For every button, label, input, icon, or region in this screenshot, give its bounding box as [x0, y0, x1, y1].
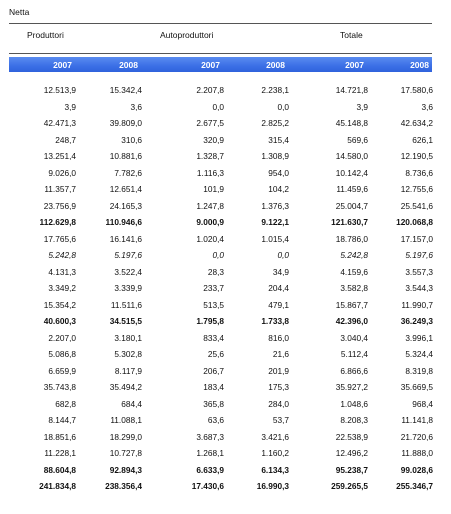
cell-produttori-2008: 10.881,6	[109, 151, 142, 161]
year-header-produttori-2008: 2008	[119, 60, 138, 70]
cell-autoproduttori-2007: 9.000,9	[196, 217, 224, 227]
table-body	[9, 82, 432, 495]
cell-autoproduttori-2008: 201,9	[268, 365, 289, 376]
cell-produttori-2008: 24.165,3	[109, 200, 142, 211]
cell-totale-2008: 8.736,6	[405, 167, 433, 178]
table-row	[9, 214, 432, 231]
cell-totale-2008: 99.028,6	[400, 464, 433, 475]
cell-totale-2007: 35.927,2	[335, 382, 368, 392]
cell-totale-2008: 12.190,5	[400, 151, 433, 161]
cell-totale-2007: 42.396,0	[335, 316, 368, 326]
cell-produttori-2007: 112.629,8	[39, 217, 76, 227]
cell-produttori-2007: 18.851,6	[43, 431, 76, 442]
cell-autoproduttori-2007: 833,4	[203, 332, 224, 343]
cell-totale-2008: 11.990,7	[401, 299, 433, 310]
top-rule	[9, 23, 432, 24]
cell-produttori-2007: 3.349,2	[48, 283, 76, 293]
cell-produttori-2008: 7.782,6	[114, 167, 142, 178]
cell-produttori-2007: 3,9	[64, 101, 76, 112]
cell-produttori-2008: 10.727,8	[109, 448, 142, 458]
table-row	[9, 379, 432, 396]
cell-produttori-2007: 5.242,8	[48, 250, 76, 260]
table-row	[9, 346, 432, 363]
cell-autoproduttori-2007: 101,9	[203, 184, 224, 194]
cell-autoproduttori-2008: 6.134,3	[261, 464, 289, 475]
cell-produttori-2008: 3.522,4	[114, 266, 142, 277]
cell-totale-2008: 3.544,3	[405, 283, 433, 293]
cell-totale-2007: 22.538,9	[335, 431, 368, 442]
table-row	[9, 247, 432, 264]
cell-totale-2008: 11.141,8	[401, 415, 433, 425]
cell-produttori-2007: 12.513,9	[43, 85, 76, 95]
cell-produttori-2008: 18.299,0	[109, 431, 142, 442]
cell-autoproduttori-2007: 1.020,4	[196, 233, 224, 244]
cell-produttori-2007: 241.834,8	[39, 481, 76, 491]
cell-produttori-2007: 5.086,8	[48, 349, 76, 359]
header-rule	[9, 53, 432, 54]
cell-autoproduttori-2007: 17.430,6	[191, 481, 224, 491]
table-row	[9, 280, 432, 297]
cell-produttori-2007: 23.756,9	[43, 200, 76, 211]
cell-totale-2008: 11.888,0	[401, 448, 433, 458]
cell-produttori-2007: 4.131,3	[48, 266, 76, 277]
cell-autoproduttori-2008: 1.376,3	[261, 200, 289, 211]
table-row	[9, 165, 432, 182]
cell-produttori-2007: 2.207,0	[48, 332, 76, 343]
cell-produttori-2007: 42.471,3	[43, 118, 76, 128]
cell-produttori-2008: 92.894,3	[109, 464, 142, 475]
cell-autoproduttori-2008: 1.733,8	[261, 316, 289, 326]
cell-produttori-2007: 40.600,3	[43, 316, 76, 326]
table-row	[9, 99, 432, 116]
cell-produttori-2008: 35.494,2	[109, 382, 142, 392]
table-row	[9, 231, 432, 248]
cell-autoproduttori-2007: 0,0	[212, 250, 224, 260]
cell-produttori-2008: 684,4	[121, 398, 142, 409]
cell-totale-2008: 8.319,8	[405, 365, 433, 376]
year-header-autoproduttori-2008: 2008	[266, 60, 285, 70]
cell-produttori-2008: 238.356,4	[105, 481, 142, 491]
cell-autoproduttori-2007: 365,8	[203, 398, 224, 409]
cell-produttori-2007: 11.228,1	[44, 448, 76, 458]
cell-autoproduttori-2007: 3.687,3	[196, 431, 224, 442]
group-header-totale: Totale	[340, 30, 363, 40]
cell-totale-2007: 121.630,7	[331, 217, 368, 227]
cell-produttori-2007: 6.659,9	[48, 365, 76, 376]
cell-autoproduttori-2008: 284,0	[268, 398, 289, 409]
cell-totale-2008: 36.249,3	[400, 316, 433, 326]
table-row	[9, 363, 432, 380]
cell-autoproduttori-2008: 204,4	[268, 283, 289, 293]
table-row	[9, 181, 432, 198]
cell-produttori-2008: 16.141,6	[109, 233, 142, 244]
table-row	[9, 297, 432, 314]
cell-produttori-2008: 3.180,1	[114, 332, 142, 343]
cell-autoproduttori-2007: 1.247,8	[196, 200, 224, 211]
table-row	[9, 148, 432, 165]
cell-produttori-2007: 13.251,4	[43, 151, 76, 161]
cell-autoproduttori-2007: 28,3	[207, 266, 224, 277]
cell-totale-2008: 42.634,2	[400, 118, 433, 128]
cell-totale-2008: 25.541,6	[400, 200, 433, 211]
year-header-totale-2007: 2007	[345, 60, 364, 70]
cell-autoproduttori-2007: 6.633,9	[196, 464, 224, 475]
cell-produttori-2008: 11.511,6	[110, 299, 142, 310]
table-row	[9, 396, 432, 413]
cell-totale-2007: 4.159,6	[340, 266, 368, 277]
cell-totale-2007: 15.867,7	[335, 299, 368, 310]
cell-totale-2007: 45.148,8	[335, 118, 368, 128]
cell-produttori-2007: 11.357,7	[44, 184, 76, 194]
table-row	[9, 462, 432, 479]
cell-totale-2007: 12.496,2	[335, 448, 368, 458]
cell-totale-2007: 6.866,6	[340, 365, 368, 376]
cell-autoproduttori-2008: 3.421,6	[261, 431, 289, 442]
cell-produttori-2008: 110.946,6	[105, 217, 142, 227]
table-row	[9, 478, 432, 495]
cell-autoproduttori-2007: 25,6	[207, 349, 224, 359]
cell-autoproduttori-2008: 1.308,9	[261, 151, 289, 161]
cell-produttori-2007: 15.354,2	[43, 299, 76, 310]
year-header-totale-2008: 2008	[410, 60, 429, 70]
table-row	[9, 429, 432, 446]
cell-autoproduttori-2008: 34,9	[272, 266, 289, 277]
cell-autoproduttori-2007: 1.328,7	[196, 151, 224, 161]
table-row	[9, 264, 432, 281]
cell-produttori-2007: 248,7	[55, 134, 76, 145]
cell-totale-2007: 5.112,4	[340, 349, 368, 359]
table-row	[9, 198, 432, 215]
cell-autoproduttori-2008: 175,3	[268, 382, 289, 392]
cell-autoproduttori-2008: 1.160,2	[261, 448, 289, 458]
cell-totale-2007: 3.582,8	[340, 283, 368, 293]
cell-totale-2008: 968,4	[412, 398, 433, 409]
group-header-autoproduttori: Autoproduttori	[160, 30, 214, 40]
cell-autoproduttori-2008: 2.825,2	[261, 118, 289, 128]
cell-totale-2007: 3.040,4	[340, 332, 368, 343]
cell-autoproduttori-2007: 206,7	[203, 365, 224, 376]
cell-autoproduttori-2008: 0,0	[277, 101, 289, 112]
cell-autoproduttori-2008: 315,4	[268, 134, 289, 145]
cell-totale-2008: 5.197,6	[405, 250, 433, 260]
cell-autoproduttori-2008: 104,2	[268, 184, 289, 194]
cell-produttori-2008: 11.088,1	[110, 415, 142, 425]
cell-autoproduttori-2007: 63,6	[207, 415, 224, 425]
cell-produttori-2007: 9.026,0	[48, 167, 76, 178]
cell-autoproduttori-2007: 2.207,8	[196, 85, 224, 95]
table-row	[9, 132, 432, 149]
cell-autoproduttori-2007: 1.795,8	[196, 316, 224, 326]
cell-totale-2007: 18.786,0	[335, 233, 368, 244]
cell-autoproduttori-2008: 1.015,4	[261, 233, 289, 244]
cell-produttori-2007: 88.604,8	[43, 464, 76, 475]
cell-totale-2008: 3.996,1	[405, 332, 433, 343]
cell-autoproduttori-2007: 1.268,1	[196, 448, 224, 458]
cell-totale-2008: 35.669,5	[400, 382, 433, 392]
cell-autoproduttori-2007: 183,4	[203, 382, 224, 392]
cell-totale-2007: 95.238,7	[335, 464, 368, 475]
cell-totale-2007: 259.265,5	[331, 481, 368, 491]
cell-produttori-2008: 3.339,9	[114, 283, 142, 293]
cell-totale-2008: 3,6	[421, 101, 433, 112]
cell-produttori-2008: 15.342,4	[109, 85, 142, 95]
cell-totale-2007: 5.242,8	[340, 250, 368, 260]
cell-autoproduttori-2008: 479,1	[268, 299, 289, 310]
table-row	[9, 115, 432, 132]
cell-totale-2008: 17.580,6	[400, 85, 433, 95]
cell-totale-2008: 17.157,0	[400, 233, 433, 244]
cell-totale-2008: 120.068,8	[396, 217, 433, 227]
cell-autoproduttori-2008: 0,0	[277, 250, 289, 260]
cell-totale-2008: 21.720,6	[400, 431, 433, 442]
cell-totale-2008: 255.346,7	[396, 481, 433, 491]
cell-totale-2007: 1.048,6	[340, 398, 368, 409]
cell-produttori-2007: 8.144,7	[48, 415, 76, 425]
cell-autoproduttori-2008: 2.238,1	[261, 85, 289, 95]
cell-autoproduttori-2008: 954,0	[268, 167, 289, 178]
cell-produttori-2007: 17.765,6	[43, 233, 76, 244]
cell-autoproduttori-2007: 320,9	[203, 134, 224, 145]
cell-autoproduttori-2008: 816,0	[268, 332, 289, 343]
table-row	[9, 412, 432, 429]
cell-autoproduttori-2008: 21,6	[272, 349, 289, 359]
cell-totale-2007: 10.142,4	[335, 167, 368, 178]
table-row	[9, 330, 432, 347]
cell-produttori-2007: 682,8	[55, 398, 76, 409]
cell-produttori-2008: 5.197,6	[114, 250, 142, 260]
cell-autoproduttori-2008: 9.122,1	[261, 217, 289, 227]
cell-produttori-2008: 12.651,4	[109, 184, 142, 194]
table-row	[9, 82, 432, 99]
group-header-produttori: Produttori	[27, 30, 64, 40]
cell-autoproduttori-2008: 53,7	[272, 415, 289, 425]
cell-autoproduttori-2007: 1.116,3	[196, 167, 224, 178]
cell-totale-2007: 8.208,3	[340, 415, 368, 425]
cell-produttori-2008: 8.117,9	[114, 365, 142, 376]
year-header-autoproduttori-2007: 2007	[201, 60, 220, 70]
cell-produttori-2008: 34.515,5	[109, 316, 142, 326]
cell-totale-2007: 25.004,7	[335, 200, 368, 211]
cell-autoproduttori-2007: 0,0	[212, 101, 224, 112]
cell-autoproduttori-2007: 233,7	[203, 283, 224, 293]
cell-produttori-2008: 310,6	[121, 134, 142, 145]
cell-produttori-2007: 35.743,8	[43, 382, 76, 392]
table-row	[9, 445, 432, 462]
cell-totale-2007: 14.580,0	[335, 151, 368, 161]
cell-totale-2008: 5.324,4	[405, 349, 433, 359]
cell-totale-2008: 626,1	[412, 134, 433, 145]
year-header-produttori-2007: 2007	[53, 60, 72, 70]
cell-autoproduttori-2007: 2.677,5	[196, 118, 224, 128]
cell-totale-2008: 3.557,3	[405, 266, 433, 277]
cell-totale-2007: 3,9	[356, 101, 368, 112]
cell-totale-2007: 569,6	[347, 134, 368, 145]
table-title: Netta	[9, 7, 30, 17]
cell-produttori-2008: 39.809,0	[109, 118, 142, 128]
cell-produttori-2008: 3,6	[130, 101, 142, 112]
cell-totale-2008: 12.755,6	[400, 184, 433, 194]
cell-totale-2007: 11.459,6	[336, 184, 368, 194]
cell-produttori-2008: 5.302,8	[114, 349, 142, 359]
cell-totale-2007: 14.721,8	[335, 85, 368, 95]
table-row	[9, 313, 432, 330]
cell-autoproduttori-2008: 16.990,3	[256, 481, 289, 491]
cell-autoproduttori-2007: 513,5	[203, 299, 224, 310]
